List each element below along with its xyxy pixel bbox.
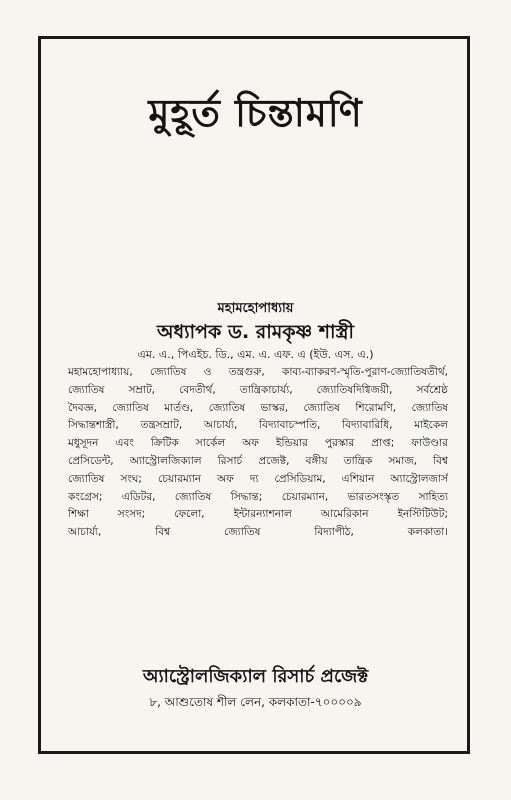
bio-line: প্রেসিডেন্ট, অ্যাস্ট্রোলজিক্যাল রিসার্চ প্রজেক্ট, বঙ্গীয় তান্ত্রিক সমাজ, বিশ্ব [68,454,448,467]
book-title: মুহূর্ত চিন্তামণি [148,91,363,135]
bio-line: জ্যোতিষ সম্রাট, বেদতীর্থ, তান্ত্রিকাচার্য্য, জ্যোতিষদিগ্বিজয়ী, সর্বশ্রেষ্ঠ [68,383,448,396]
bio-line: সিদ্ধান্তশাস্ত্রী, তন্ত্রসম্রাট, আচার্য্য, বিদ্যাবাচস্পতি, বিদ্যাবারিধি, মাইকেল [68,419,448,432]
bio-line: কংগ্রেস; এডিটর, জ্যোতিষ সিদ্ধান্ত; চেয়ারম্যান, ভারতসংস্কৃত সাহিত্য [68,490,448,503]
bio-line: মধুসূদন এবং ক্রিটিক সার্কেল অফ ইন্ডিয়ার পুরস্কার প্রাপ্ত; ফাউণ্ডার [68,437,448,450]
bio-line: জ্যোতিষ সংঘ; চেয়ারম্যান অফ দ্য প্রেসিডিয়াম, এশিয়ান অ্যাস্ট্রোলজার্স [68,472,448,485]
author-name: অধ্যাপক ড. রামকৃষ্ণ শাস্ত্রী [157,321,354,343]
bio-line: মহামহোপাধ্যায়, জ্যোতিষ ও তন্ত্রগুরু, কাব্য-ব্যাকরণ-স্মৃতি-পুরাণ-জ্যোতিষতীর্থ, [68,366,448,378]
bio-line: শিক্ষা সংসদ; ফেলো, ইন্টারন্যাশনাল আমেরিকান ইনস্টিটিউট; [68,508,448,521]
bio-line: দৈবজ্ঞ, জ্যোতিষ মার্তণ্ড, জ্যোতিষ ভাস্কর, জ্যোতিষ শিরোমণি, জ্যোতিষ [68,401,448,414]
author-degrees: এম. এ., পিএইচ. ডি., এম. এ. এফ. এ (ইউ. এস. এ.) [137,348,374,361]
publisher-name: অ্যাস্ট্রোলজিক্যাল রিসার্চ প্রজেক্ট [142,666,369,687]
author-honorific: মহামহোপাধ্যায় [217,301,294,316]
publisher-address: ৮, আশুতোষ শীল লেন, কলকাতা-৭০০০০৯ [149,695,362,709]
bio-line: আচার্য্য, বিশ্ব জ্যোতিষ বিদ্যাপীঠ, কলকাতা। [68,526,448,539]
author-bio [68,364,448,542]
